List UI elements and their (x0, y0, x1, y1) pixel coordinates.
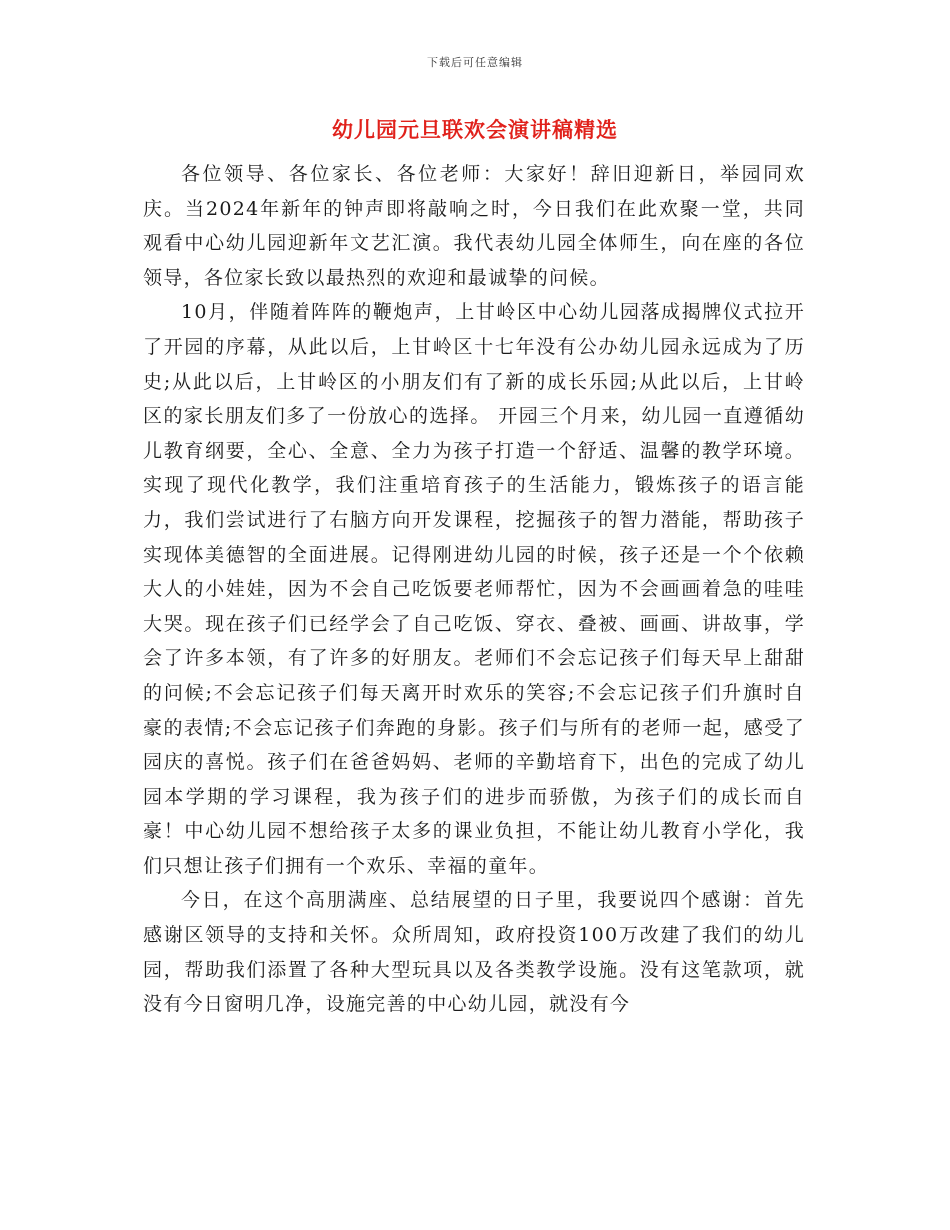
paragraph-thanks: 今日，在这个高朋满座、总结展望的日子里，我要说四个感谢：首先感谢区领导的支持和关怀。众所周知，政府投资100万改建了我们的幼儿园，帮助我们添置了各种大型玩具以及各类教学设施。没有这笔款项，就没有今日窗明几净，设施完善的中心幼儿园，就没有今 (143, 889, 805, 1016)
document-title: 幼儿园元旦联欢会演讲稿精选 (332, 117, 618, 142)
document-body (143, 157, 805, 1022)
header-note: 下载后可任意编辑 (427, 56, 523, 69)
paragraph-opening: 10月，伴随着阵阵的鞭炮声，上甘岭区中心幼儿园落成揭牌仪式拉开了开园的序幕，从此以后，上甘岭区十七年没有公办幼儿园永远成为了历史;从此以后，上甘岭区的小朋友们有了新的成长乐园;从此以后，上甘岭区的家长朋友们多了一份放心的选择。 开园三个月来，幼儿园一直遵循幼儿教育纲要，全心、全意、全力为孩子打造一个舒适、温馨的教学环境。实现了现代化教学，我们注重培育孩子的生活能力，锻炼孩子的语言能力，我们尝试进行了右脑方向开发课程，挖掘孩子的智力潜能，帮助孩子实现体美德智的全面进展。记得刚进幼儿园的时候，孩子还是一个个依赖大人的小娃娃，因为不会自己吃饭要老师帮忙，因为不会画画着急的哇哇大哭。现在孩子们已经学会了自己吃饭、穿衣、叠被、画画、讲故事，学会了许多本领，有了许多的好朋友。老师们不会忘记孩子们每天早上甜甜的问候;不会忘记孩子们每天离开时欢乐的笑容;不会忘记孩子们升旗时自豪的表情;不会忘记孩子们奔跑的身影。孩子们与所有的老师一起，感受了园庆的喜悦。孩子们在爸爸妈妈、老师的辛勤培育下，出色的完成了幼儿园本学期的学习课程，我为孩子们的进步而骄傲，为孩子们的成长而自豪！中心幼儿园不想给孩子太多的课业负担，不能让幼儿教育小学化，我们只想让孩子们拥有一个欢乐、幸福的童年。 (143, 301, 805, 877)
paragraph-greeting: 各位领导、各位家长、各位老师：大家好！辞旧迎新日，举园同欢庆。当2024年新年的钟声即将敲响之时，今日我们在此欢聚一堂，共同观看中心幼儿园迎新年文艺汇演。我代表幼儿园全体师生，向在座的各位领导，各位家长致以最热烈的欢迎和最诚挚的问候。 (143, 163, 805, 289)
